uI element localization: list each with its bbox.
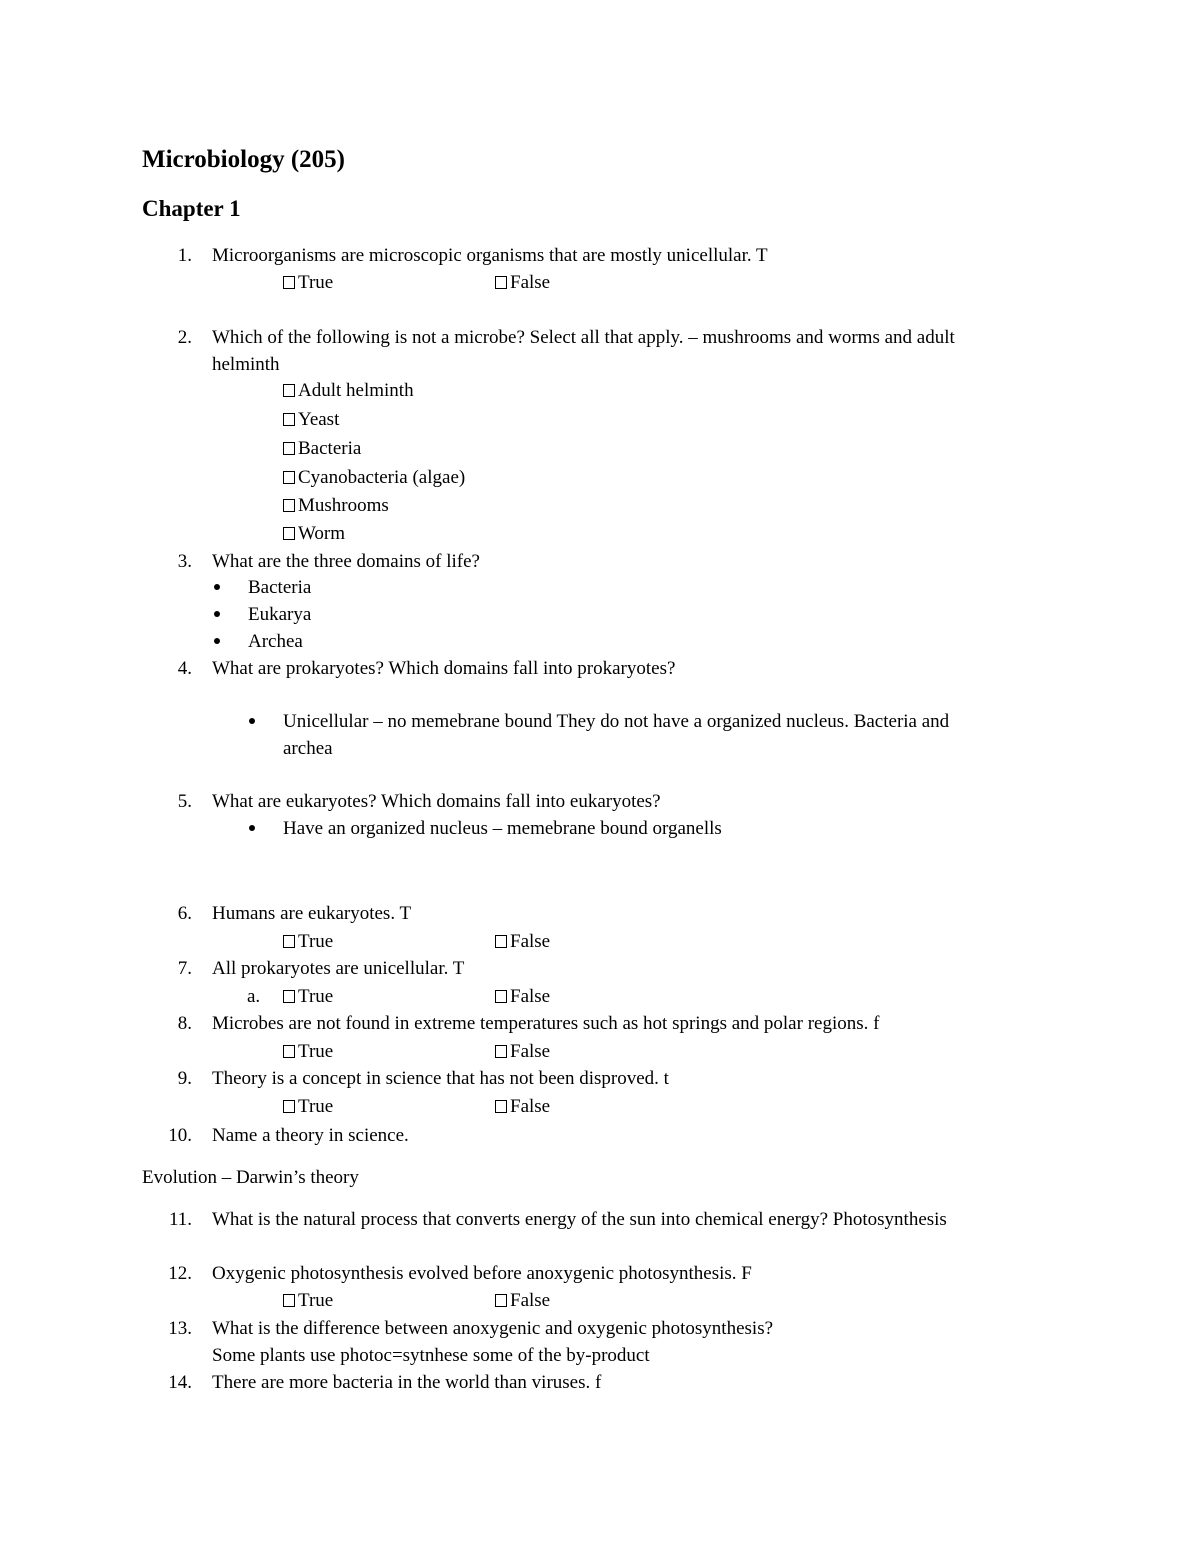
- question-12-number: 12.: [168, 1263, 192, 1284]
- question-7-sub-label: a.: [247, 986, 261, 1007]
- option-label: False: [510, 1096, 551, 1117]
- option-label: Cyanobacteria (algae): [298, 467, 466, 488]
- bullet-icon: [249, 825, 255, 831]
- question-3-text: What are the three domains of life?: [212, 551, 480, 572]
- checkbox-icon[interactable]: [283, 990, 295, 1003]
- question-13-answer: Some plants use photoc=sytnhese some of the by-product: [212, 1345, 650, 1366]
- question-4-number: 4.: [177, 658, 192, 679]
- option-label: Adult helminth: [298, 380, 414, 401]
- question-12-false-option[interactable]: [495, 1291, 550, 1310]
- option-label: Yeast: [298, 409, 340, 430]
- question-6-false-option[interactable]: [495, 932, 550, 951]
- question-7-text: All prokaryotes are unicellular. T: [212, 958, 465, 979]
- question-2-text-line2: helminth: [212, 354, 280, 375]
- question-5-answer: Have an organized nucleus – memebrane bound organells: [283, 818, 722, 839]
- question-8-number: 8.: [177, 1013, 192, 1034]
- question-12-true-option[interactable]: [283, 1291, 333, 1310]
- question-4-answer-line1: Unicellular – no memebrane bound They do not have a organized nucleus. Bacteria and: [283, 711, 950, 732]
- option-label: True: [298, 986, 334, 1007]
- question-4-answer-line2: archea: [283, 738, 333, 759]
- question-12-text: Oxygenic photosynthesis evolved before anoxygenic photosynthesis. F: [212, 1263, 752, 1284]
- question-11-number: 11.: [168, 1209, 192, 1230]
- bullet-icon: [214, 638, 220, 644]
- bullet-icon: [214, 584, 220, 590]
- option-label: True: [298, 1096, 334, 1117]
- question-3-answer: Eukarya: [248, 604, 312, 625]
- option-label: Mushrooms: [298, 495, 389, 516]
- chapter-heading: Chapter 1: [142, 196, 241, 221]
- question-1-false-option[interactable]: [495, 273, 550, 292]
- question-2-option-cyanobacteria[interactable]: [283, 468, 465, 487]
- question-7-false-option[interactable]: [495, 987, 550, 1006]
- checkbox-icon[interactable]: [283, 935, 295, 948]
- question-1-text: Microorganisms are microscopic organisms that are mostly unicellular. T: [212, 245, 768, 266]
- question-5-text: What are eukaryotes? Which domains fall into eukaryotes?: [212, 791, 661, 812]
- question-3-answer: Bacteria: [248, 577, 312, 598]
- checkbox-icon[interactable]: [283, 527, 295, 540]
- option-label: False: [510, 986, 551, 1007]
- question-2-option-worm[interactable]: [283, 524, 345, 543]
- bullet-icon: [249, 718, 255, 724]
- question-8-text: Microbes are not found in extreme temperatures such as hot springs and polar regions. f: [212, 1013, 880, 1034]
- checkbox-icon[interactable]: [495, 990, 507, 1003]
- checkbox-icon[interactable]: [283, 1100, 295, 1113]
- option-label: False: [510, 272, 551, 293]
- question-2-option-mushrooms[interactable]: [283, 496, 389, 515]
- question-14-text: There are more bacteria in the world than viruses. f: [212, 1372, 602, 1393]
- question-2-option-adult-helminth[interactable]: [283, 381, 414, 400]
- checkbox-icon[interactable]: [495, 1045, 507, 1058]
- question-2-number: 2.: [177, 327, 192, 348]
- question-6-true-option[interactable]: [283, 932, 333, 951]
- question-9-text: Theory is a concept in science that has not been disproved. t: [212, 1068, 669, 1089]
- option-label: Worm: [298, 523, 346, 544]
- checkbox-icon[interactable]: [283, 442, 295, 455]
- checkbox-icon[interactable]: [283, 413, 295, 426]
- checkbox-icon[interactable]: [495, 276, 507, 289]
- question-8-true-option[interactable]: [283, 1042, 333, 1061]
- checkbox-icon[interactable]: [495, 1294, 507, 1307]
- checkbox-icon[interactable]: [495, 1100, 507, 1113]
- checkbox-icon[interactable]: [283, 384, 295, 397]
- question-2-option-yeast[interactable]: [283, 410, 339, 429]
- checkbox-icon[interactable]: [283, 499, 295, 512]
- question-1-number: 1.: [177, 245, 192, 266]
- question-9-number: 9.: [177, 1068, 192, 1089]
- question-8-false-option[interactable]: [495, 1042, 550, 1061]
- checkbox-icon[interactable]: [283, 276, 295, 289]
- checkbox-icon[interactable]: [495, 935, 507, 948]
- option-label: True: [298, 931, 334, 952]
- question-13-text: What is the difference between anoxygenic and oxygenic photosynthesis?: [212, 1318, 774, 1339]
- option-label: False: [510, 931, 551, 952]
- question-7-true-option[interactable]: [283, 987, 333, 1006]
- question-3-number: 3.: [177, 551, 192, 572]
- bullet-icon: [214, 611, 220, 617]
- checkbox-icon[interactable]: [283, 1294, 295, 1307]
- option-label: True: [298, 1290, 334, 1311]
- question-5-number: 5.: [177, 791, 192, 812]
- checkbox-icon[interactable]: [283, 1045, 295, 1058]
- option-label: Bacteria: [298, 438, 362, 459]
- document-title: Microbiology (205): [142, 146, 345, 173]
- option-label: True: [298, 1041, 334, 1062]
- question-9-false-option[interactable]: [495, 1097, 550, 1116]
- question-13-number: 13.: [168, 1318, 192, 1339]
- question-6-text: Humans are eukaryotes. T: [212, 903, 412, 924]
- question-6-number: 6.: [177, 903, 192, 924]
- question-11-text: What is the natural process that converts energy of the sun into chemical energy? Photosynthesis: [212, 1209, 947, 1230]
- question-2-text-line1: Which of the following is not a microbe? Select all that apply. – mushrooms and worms and adult: [212, 327, 955, 348]
- question-10-number: 10.: [168, 1125, 192, 1146]
- question-9-true-option[interactable]: [283, 1097, 333, 1116]
- question-7-number: 7.: [177, 958, 192, 979]
- option-label: True: [298, 272, 334, 293]
- question-3-answer: Archea: [248, 631, 303, 652]
- question-10-text: Name a theory in science.: [212, 1125, 409, 1146]
- question-14-number: 14.: [168, 1372, 192, 1393]
- option-label: False: [510, 1290, 551, 1311]
- checkbox-icon[interactable]: [283, 471, 295, 484]
- question-4-text: What are prokaryotes? Which domains fall into prokaryotes?: [212, 658, 676, 679]
- question-1-true-option[interactable]: [283, 273, 333, 292]
- option-label: False: [510, 1041, 551, 1062]
- evolution-note: Evolution – Darwin’s theory: [142, 1167, 359, 1188]
- question-2-option-bacteria[interactable]: [283, 439, 361, 458]
